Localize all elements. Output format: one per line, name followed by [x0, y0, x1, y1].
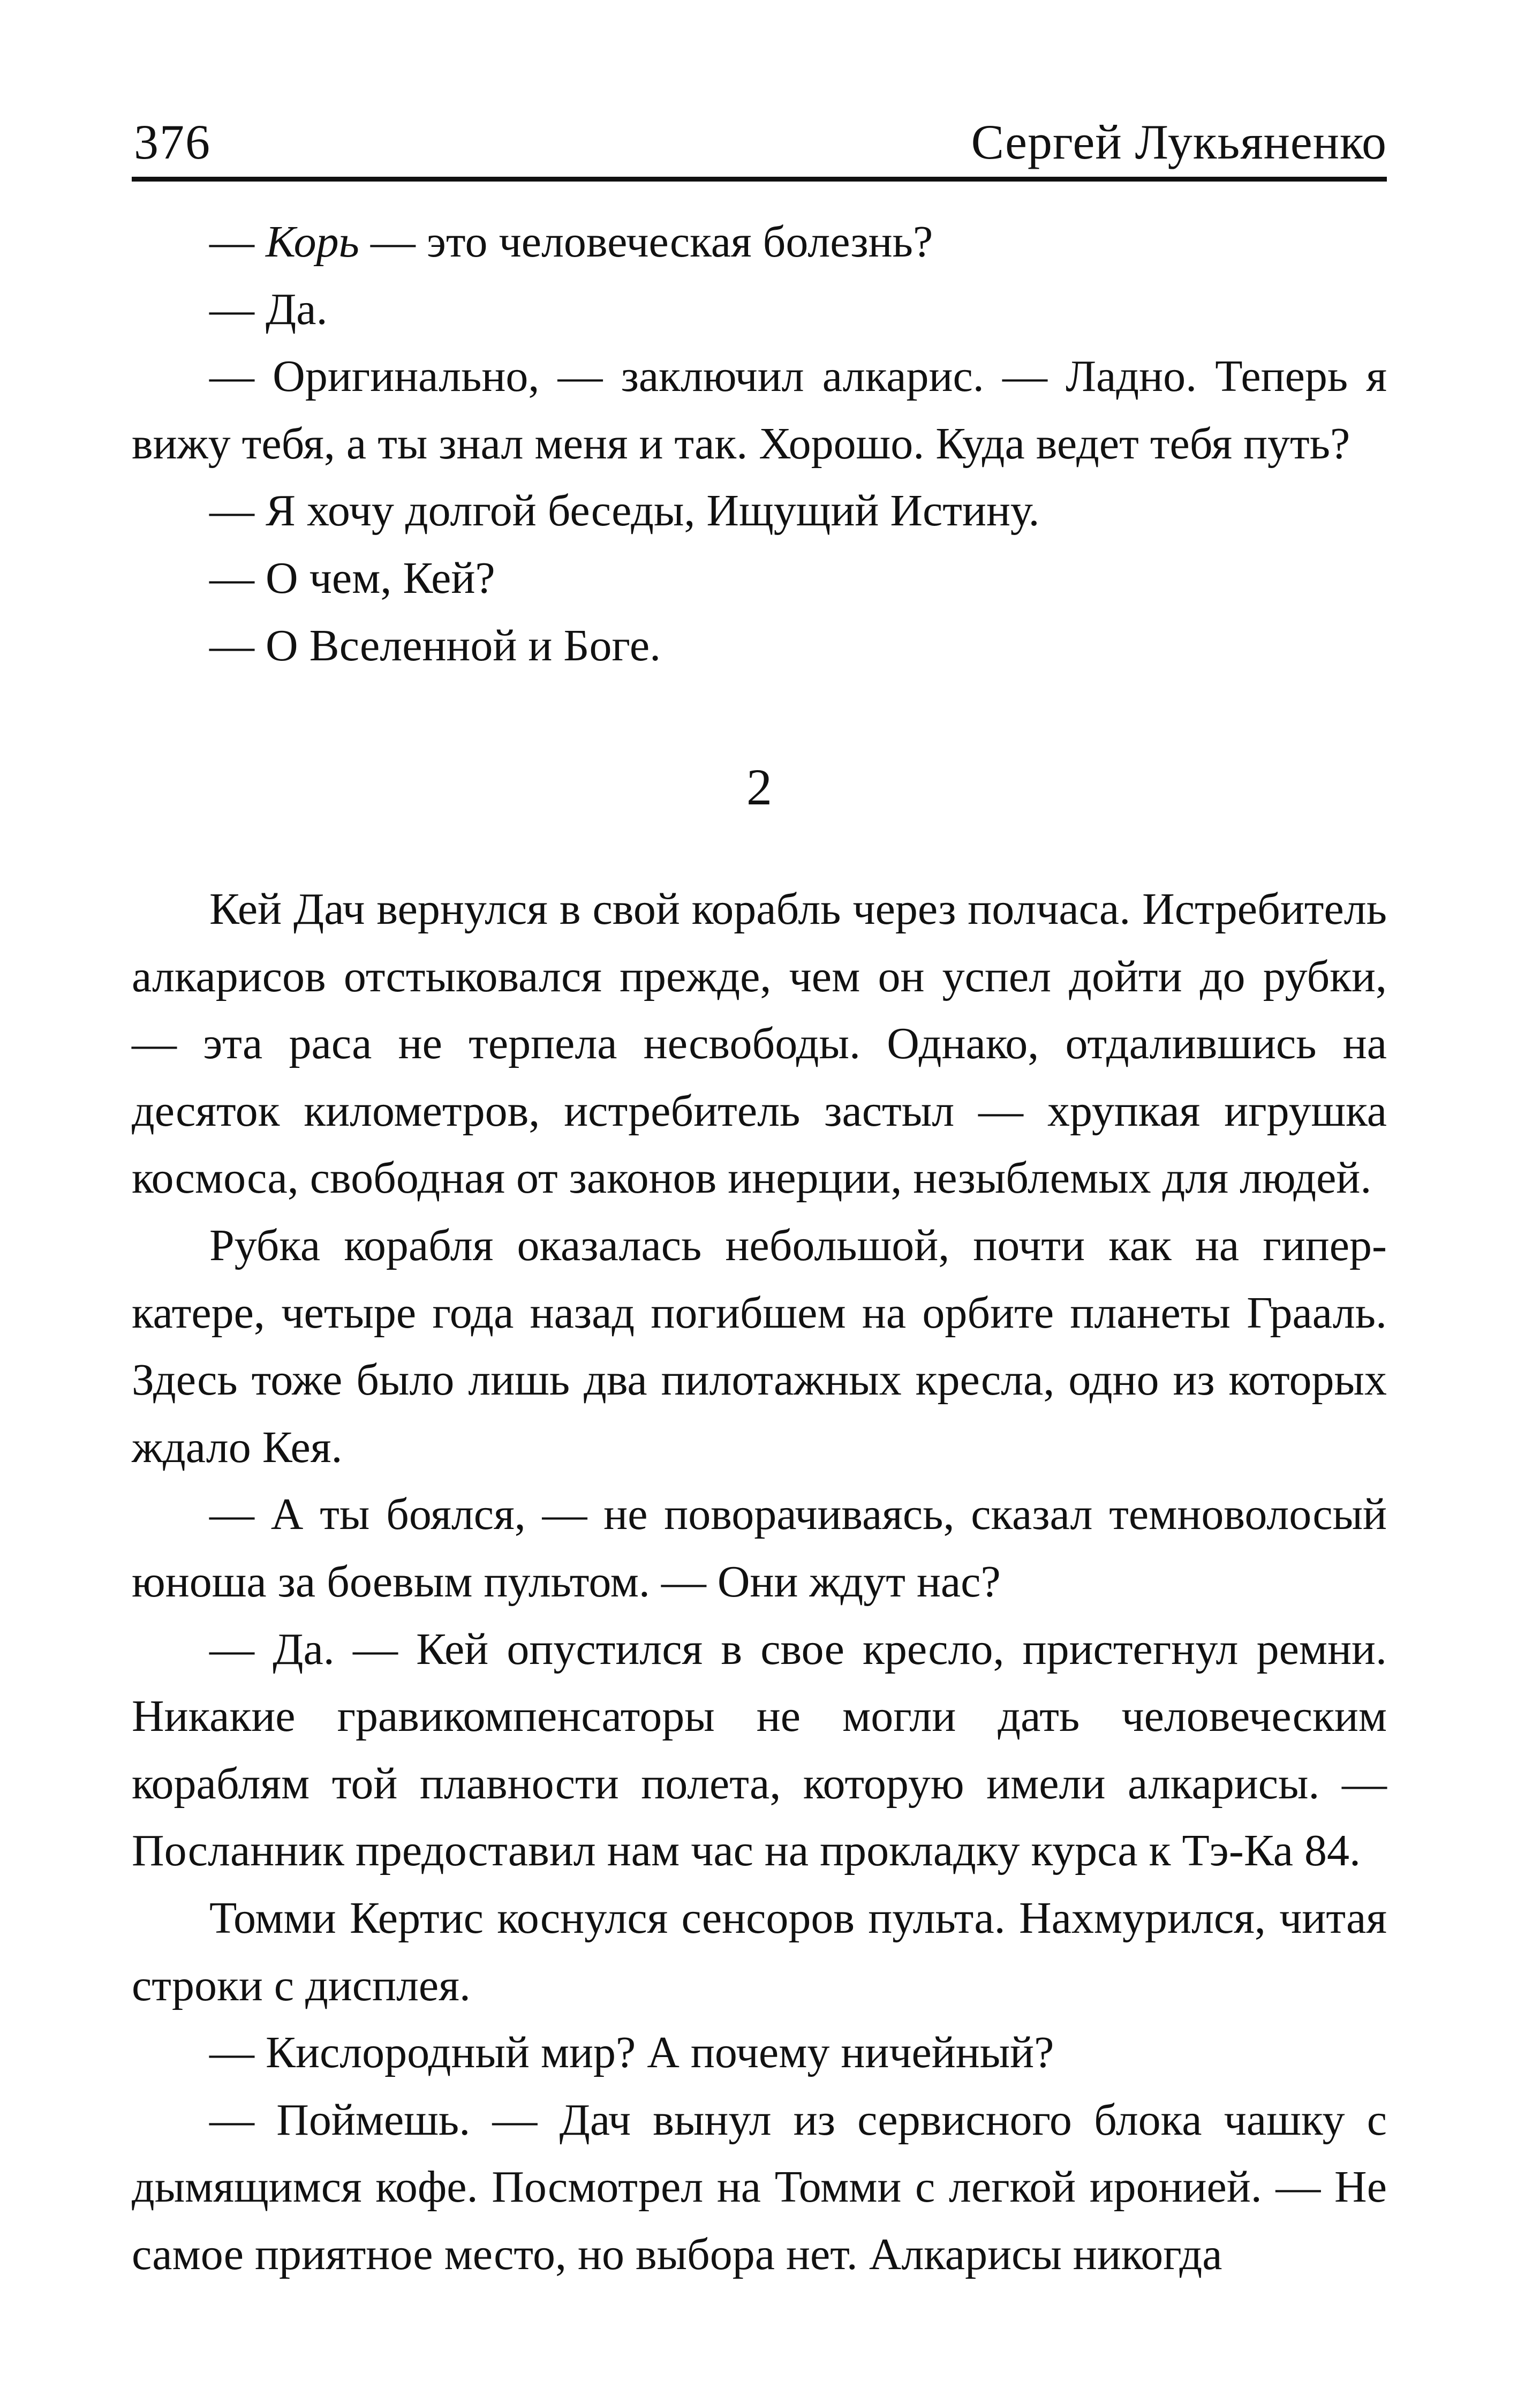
paragraph: Кей Дач вернулся в свой корабль через полчаса. Истребитель алкарисов отстыковался прежде, чем он успел дойти до рубки, — эта раса не терпела несвободы. Однако, отдалившись на десяток километров, истребитель застыл — хрупкая игрушка космоса, свободная от законов инерции, незыблемых для людей.: [132, 884, 1387, 1203]
paragraph: [132, 208, 1387, 276]
header-rule: [132, 177, 1387, 182]
chapter-body: [132, 876, 1387, 2288]
page-header: [132, 110, 1387, 174]
paragraph: — Я хочу долгой беседы, Ищущий Истину.: [209, 486, 1040, 536]
dialogue-intro: [132, 208, 1387, 679]
paragraph: Рубка корабля оказалась небольшой, почти как на гиперкатере, четыре года назад погибшем на орбите планеты Грааль. Здесь тоже было лишь два пилотажных кресла, одно из которых ждало Кея.: [132, 1220, 1387, 1472]
chapter-number: 2: [746, 758, 772, 816]
page-number: 376: [134, 115, 211, 169]
paragraph: — Да.: [209, 284, 328, 334]
paragraph: — Да. — Кей опустился в свое кресло, пристегнул ремни. Никакие гравикомпенсаторы не могли дать человеческим кораблям той плавности полета, которую имели алкарисы. — Посланник предоставил нам час на прокладку курса к Тэ-Ка 84.: [132, 1624, 1387, 1876]
paragraph-rest: — это человеческая болезнь?: [359, 217, 933, 267]
paragraph: — Кислородный мир? А почему ничейный?: [209, 2028, 1054, 2078]
paragraph: — О чем, Кей?: [209, 553, 495, 603]
running-title: Сергей Лукьяненко: [971, 115, 1387, 169]
paragraph: — А ты боялся, — не поворачиваясь, сказал темноволосый юноша за боевым пультом. — Они ждут нас?: [132, 1489, 1387, 1607]
italic-word: Корь: [266, 217, 359, 267]
paragraph: — О Вселенной и Боге.: [209, 620, 661, 671]
dash: —: [209, 217, 266, 267]
paragraph: Томми Кертис коснулся сенсоров пульта. Нахмурился, читая строки с дисплея.: [132, 1893, 1387, 2010]
paragraph: — Оригинально, — заключил алкарис. — Ладно. Теперь я вижу тебя, а ты знал меня и так. Хорошо. Куда ведет тебя путь?: [132, 351, 1387, 469]
paragraph: — Поймешь. — Дач вынул из сервисного блока чашку с дымящимся кофе. Посмотрел на Томми с легкой иронией. — Не самое приятное место, но выбора нет. Алкарисы никогда: [132, 2095, 1387, 2279]
